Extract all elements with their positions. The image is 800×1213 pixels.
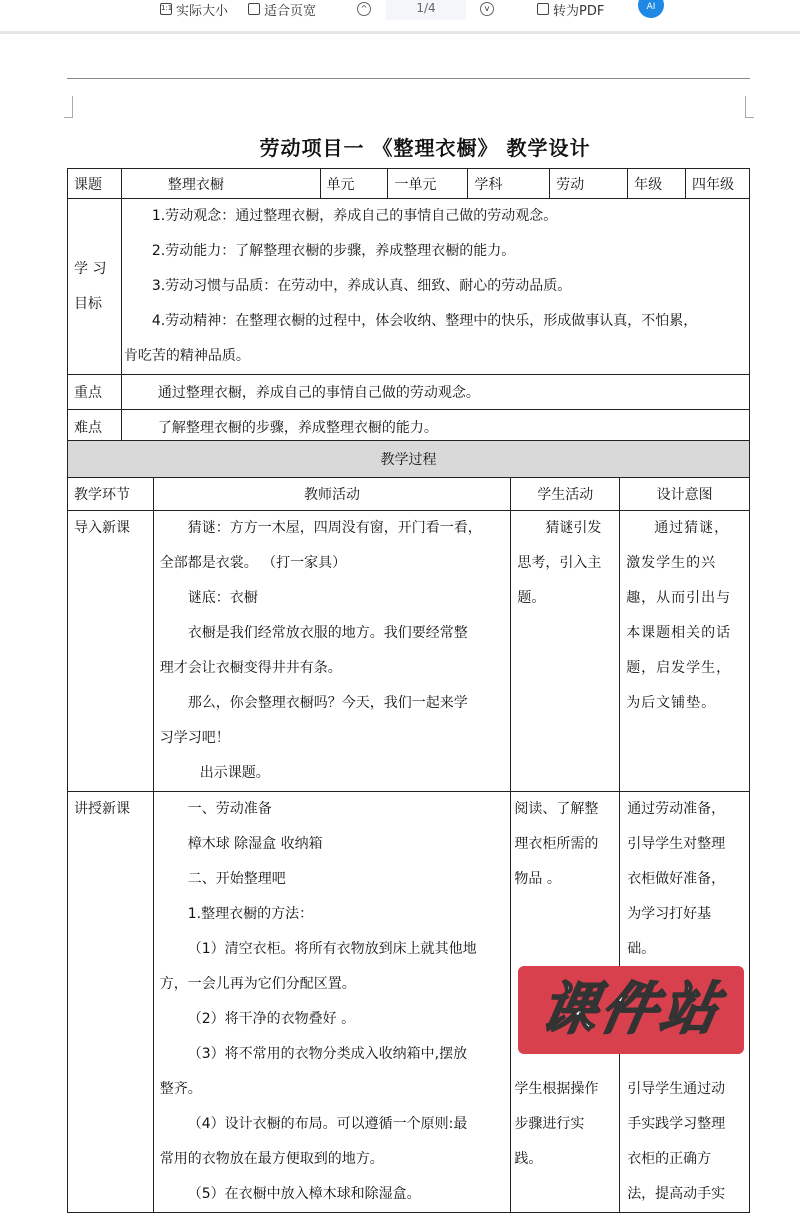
process-header: 教学过程 <box>68 441 750 478</box>
ai-button[interactable]: AI <box>638 0 664 18</box>
fit-width-button[interactable]: 适合页宽 <box>248 0 316 18</box>
table-row: 讲授新课 一、劳动准备 樟木球 除湿盒 收纳箱 二、开始整理吧 1.整理衣橱的方法： （1）清空衣柜。将所有衣物放到床上就其他地 方，一会儿再为它们分配区置。 （2）将干净的衣物叠好 。 （3）将不常用的衣物分类成入收纳箱中,摆放 整齐。 （4）设计衣橱的布局。可以遵循一个原则:最 常用的衣物放在最方便取到的地方。 （5）在衣橱中放入樟木球和除湿盒。 阅读、了解整 理衣柜所需的 物品 。 学生根据操作 步骤进行实 践。 通过劳动准备， 引导学生对整理 衣柜做好准备， 为学习打好基 础。 引导学生通过动 手实践学习整理 衣柜的正确方 法，提高动手实 <box>68 792 750 1213</box>
header-rule <box>67 78 750 79</box>
to-pdf-button[interactable]: 转为PDF <box>537 0 604 18</box>
student-cell: 阅读、了解整 理衣柜所需的 物品 。 学生根据操作 步骤进行实 践。 <box>511 792 620 1213</box>
teacher-cell: 猜谜：方方一木屋，四周没有窗，开门看一看， 全部都是衣裳。 （打一家具） 谜底：衣橱 衣橱是我们经常放衣服的地方。我们要经常整 理才会让衣橱变得井井有条。 那么，你会整理衣橱吗？今天，我们一起来学 习学习吧！ 出示课题。 <box>153 511 511 792</box>
fit-width-icon <box>248 3 260 15</box>
margin-corner <box>745 96 754 118</box>
chevron-down-icon: v <box>480 2 494 16</box>
watermark-logo: 课件站 <box>535 977 727 1042</box>
actual-size-button[interactable]: 1:1 实际大小 <box>161 3 229 19</box>
prev-page-button[interactable] <box>357 0 371 18</box>
teacher-cell: 一、劳动准备 樟木球 除湿盒 收纳箱 二、开始整理吧 1.整理衣橱的方法： （1）清空衣柜。将所有衣物放到床上就其他地 方，一会儿再为它们分配区置。 （2）将干净的衣物叠好 。 （3）将不常用的衣物分类成入收纳箱中,摆放 整齐。 （4）设计衣橱的布局。可以遵循一个原则:最 常用的衣物放在最方便取到的地方。 （5）在衣橱中放入樟木球和除湿盒。 <box>153 792 511 1213</box>
goals-label: 学 习 目标 <box>68 199 122 375</box>
pdf-icon <box>537 3 549 15</box>
student-cell: 猜谜引发 思考，引入主 题。 <box>511 511 620 792</box>
page-indicator[interactable]: 1/4 <box>386 0 466 20</box>
intent-cell: 通过猜谜， 激发学生的兴 趣，从而引出与 本课题相关的话 题，启发学生， 为后文铺垫。 <box>620 511 750 792</box>
info-table: 课题 整理衣橱 单元 一单元 学科 劳动 年级 四年级 学 习 目标 1.劳动观念：通过整理衣橱，养成自己的事情自己做的劳动观念。 2.劳动能力：了解整理衣橱的步骤，养成整理衣橱的能力。 3.劳动习惯与品质：在劳动中，养成认真、细致、耐心的劳动品质。 4.劳动精神：在整理衣橱的过程中，体会收纳、整理中的快乐，形成做事认真，不怕累， 肯吃苦的精神品质。 重点 通过整理衣橱，养成自己的事情自己做的劳动观念。 难点 了解整理衣橱的步骤，养成整理衣橱的能力。 <box>67 168 750 444</box>
page-title: 劳动项目一 《整理衣橱》 教学设计 <box>259 136 591 160</box>
watermark-stamp <box>518 966 744 1054</box>
table-row: 导入新课 猜谜：方方一木屋，四周没有窗，开门看一看， 全部都是衣裳。 （打一家具） 谜底：衣橱 衣橱是我们经常放衣服的地方。我们要经常整 理才会让衣橱变得井井有条。 那么，你会整理衣橱吗？今天，我们一起来学 习学习吧！ 出示课题。 猜谜引发 思考，引入主 题。 通过猜谜， 激发学生的兴 趣，从而引出与 本课题相关的话 题，启发学生， 为后文铺垫。 <box>68 511 750 792</box>
next-page-button[interactable] <box>480 0 494 18</box>
margin-corner <box>64 96 73 118</box>
viewer-toolbar <box>0 0 800 34</box>
goals-cell: 1.劳动观念：通过整理衣橱，养成自己的事情自己做的劳动观念。 2.劳动能力：了解整理衣橱的步骤，养成整理衣橱的能力。 3.劳动习惯与品质：在劳动中，养成认真、细致、耐心的劳动品质。 4.劳动精神：在整理衣橱的过程中，体会收纳、整理中的快乐，形成做事认真，不怕累， 肯吃苦的精神品质。 <box>121 199 749 375</box>
chevron-up-icon: ^ <box>357 2 371 16</box>
intent-cell: 通过劳动准备， 引导学生对整理 衣柜做好准备， 为学习打好基 础。 引导学生通过动 手实践学习整理 衣柜的正确方 法，提高动手实 <box>620 792 750 1213</box>
process-table: 教学过程 教学环节 教师活动 学生活动 设计意图 导入新课 猜谜：方方一木屋，四周没有窗，开门看一看， 全部都是衣裳。 （打一家具） 谜底：衣橱 衣橱是我们经常放衣服的地方。我们要经常整 理才会让衣橱变得井井有条。 那么，你会整理衣橱吗？今天，我们一起来学 习学习吧！ 出示课题。 猜谜引发 思考，引入主 题。 通过猜谜， 激发学生的兴 趣，从而引出与 本课题相关的话 题，启发学生， 为后文铺垫。 讲授新课 一、劳动准备 樟木球 除湿盒 收纳箱 二、开始整理吧 1.整理衣橱的方法： （1）清空衣柜。将所有衣物放到床上就其他地 方，一会儿再为它们分配区置。 （2）将干净的衣物叠好 。 （3）将不常用的衣物分类成入收纳箱中,摆放 整齐。 （4）设计衣橱的布局。可以遵循一个原则:最 常用的衣物放在最方便取到的地方。 （5）在衣橱中放入樟木球和除湿盒。 阅读、了解整 理衣柜所需的 物品 。 学生根据操作 步骤进行实 践。 通过劳动准备， 引导学生对整理 衣柜做好准备， 为学习打好基 础。 引导学生通过动 手实践学习整理 衣柜的正确方 法，提高动手实 <box>67 440 750 1213</box>
actual-size-icon: 1:1 <box>160 3 172 15</box>
